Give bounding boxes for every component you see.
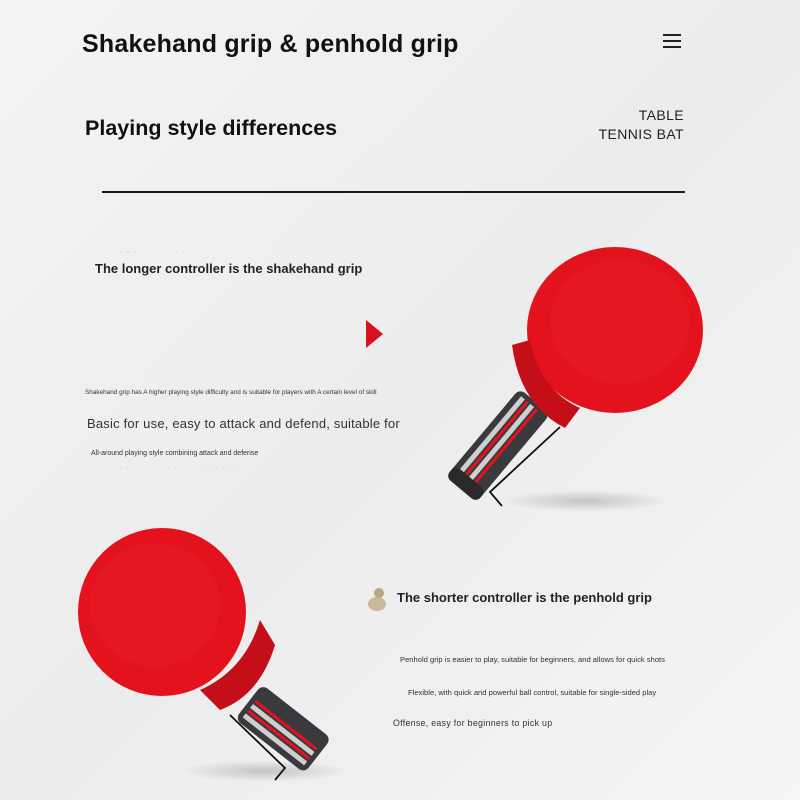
divider [102, 191, 685, 193]
penhold-line-3: Offense, easy for beginners to pick up [393, 718, 553, 728]
shakehand-bat-image [430, 230, 720, 520]
brand-line-1: TABLE [638, 107, 684, 123]
penhold-heading: The shorter controller is the penhold grip [397, 590, 652, 605]
decorative-figure-icon [366, 584, 388, 612]
brand-label [599, 106, 684, 144]
shakehand-heading: The longer controller is the shakehand grip [95, 261, 363, 276]
brand-line-2: TENNIS BAT [598, 126, 684, 142]
penhold-bat-image [70, 520, 350, 790]
shakehand-main-text: Basic for use, easy to attack and defend, suitable for [87, 416, 400, 431]
faint-decoration: · · · · · · · · · · · · · · · · · · · · [105, 463, 240, 472]
page-title: Shakehand grip & penhold grip [82, 30, 459, 58]
shakehand-note: Shakehand grip has A higher playing style difficulty and is suitable for players with A certain level of skill [85, 389, 377, 396]
play-arrow-icon [366, 320, 383, 348]
faint-decoration: - - - · · · · · · · · · [120, 247, 200, 256]
shakehand-detail: All-around playing style combining attack and defense [91, 450, 259, 457]
penhold-line-1: Penhold grip is easier to play, suitable for beginners, and allows for quick shots [400, 655, 665, 664]
section-subtitle: Playing style differences [85, 116, 338, 140]
hamburger-menu-icon[interactable] [660, 30, 684, 52]
penhold-line-2: Flexible, with quick and powerful ball control, suitable for single-sided play [408, 688, 657, 697]
